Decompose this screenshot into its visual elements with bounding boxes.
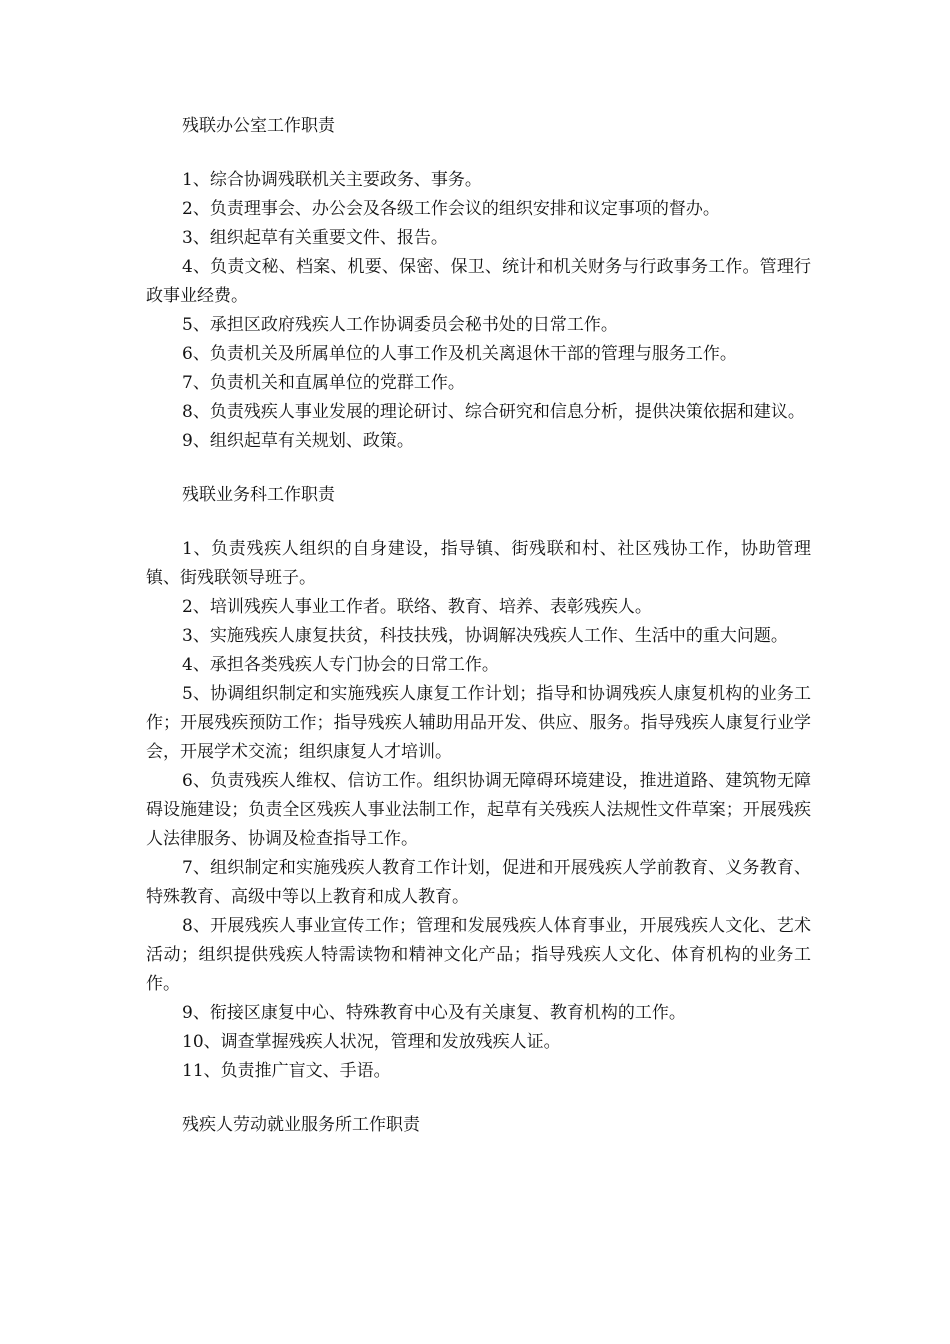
list-item: 10、调查掌握残疾人状况，管理和发放残疾人证。 [182,1032,561,1052]
list-item: 9、组织起草有关规划、政策。 [182,431,414,451]
list-item: 7、负责机关和直属单位的党群工作。 [182,373,465,393]
section-office [146,112,811,456]
list-item: 11、负责推广盲文、手语。 [182,1061,391,1081]
section-title: 残联业务科工作职责 [182,485,335,505]
list-item: 5、承担区政府残疾人工作协调委员会秘书处的日常工作。 [182,315,618,335]
list-item: 6、负责机关及所属单位的人事工作及机关离退休干部的管理与服务工作。 [182,344,737,364]
section-employment [146,1111,811,1140]
list-item: 6、负责残疾人维权、信访工作。组织协调无障碍环境建设，推进道路、建筑物无障碍设施建设；负责全区残疾人事业法制工作，起草有关残疾人法规性文件草案；开展残疾人法律服务、协调及检查指导工作。 [146,771,811,849]
list-item: 3、实施残疾人康复扶贫，科技扶残，协调解决残疾人工作、生活中的重大问题。 [182,626,788,646]
list-item: 2、培训残疾人事业工作者。联络、教育、培养、表彰残疾人。 [182,597,652,617]
list-item: 9、衔接区康复中心、特殊教育中心及有关康复、教育机构的工作。 [182,1003,686,1023]
list-item: 7、组织制定和实施残疾人教育工作计划，促进和开展残疾人学前教育、义务教育、特殊教育、高级中等以上教育和成人教育。 [146,858,811,907]
list-item: 1、综合协调残联机关主要政务、事务。 [182,170,482,190]
section-business [146,481,811,1086]
section-title: 残疾人劳动就业服务所工作职责 [182,1115,420,1135]
list-item: 8、负责残疾人事业发展的理论研讨、综合研究和信息分析，提供决策依据和建议。 [182,402,805,422]
list-item: 2、负责理事会、办公会及各级工作会议的组织安排和议定事项的督办。 [182,199,720,219]
list-item: 4、负责文秘、档案、机要、保密、保卫、统计和机关财务与行政事务工作。管理行政事业经费。 [146,257,811,306]
document-page [146,112,811,1165]
list-item: 8、开展残疾人事业宣传工作；管理和发展残疾人体育事业，开展残疾人文化、艺术活动；组织提供残疾人特需读物和精神文化产品；指导残疾人文化、体育机构的业务工作。 [146,916,811,994]
list-item: 4、承担各类残疾人专门协会的日常工作。 [182,655,499,675]
list-item: 3、组织起草有关重要文件、报告。 [182,228,448,248]
list-item: 5、协调组织制定和实施残疾人康复工作计划；指导和协调残疾人康复机构的业务工作；开展残疾预防工作；指导残疾人辅助用品开发、供应、服务。指导残疾人康复行业学会，开展学术交流；组织康复人才培训。 [146,684,811,762]
section-title: 残联办公室工作职责 [182,116,335,136]
list-item: 1、负责残疾人组织的自身建设，指导镇、街残联和村、社区残协工作，协助管理镇、街残联领导班子。 [146,539,811,588]
